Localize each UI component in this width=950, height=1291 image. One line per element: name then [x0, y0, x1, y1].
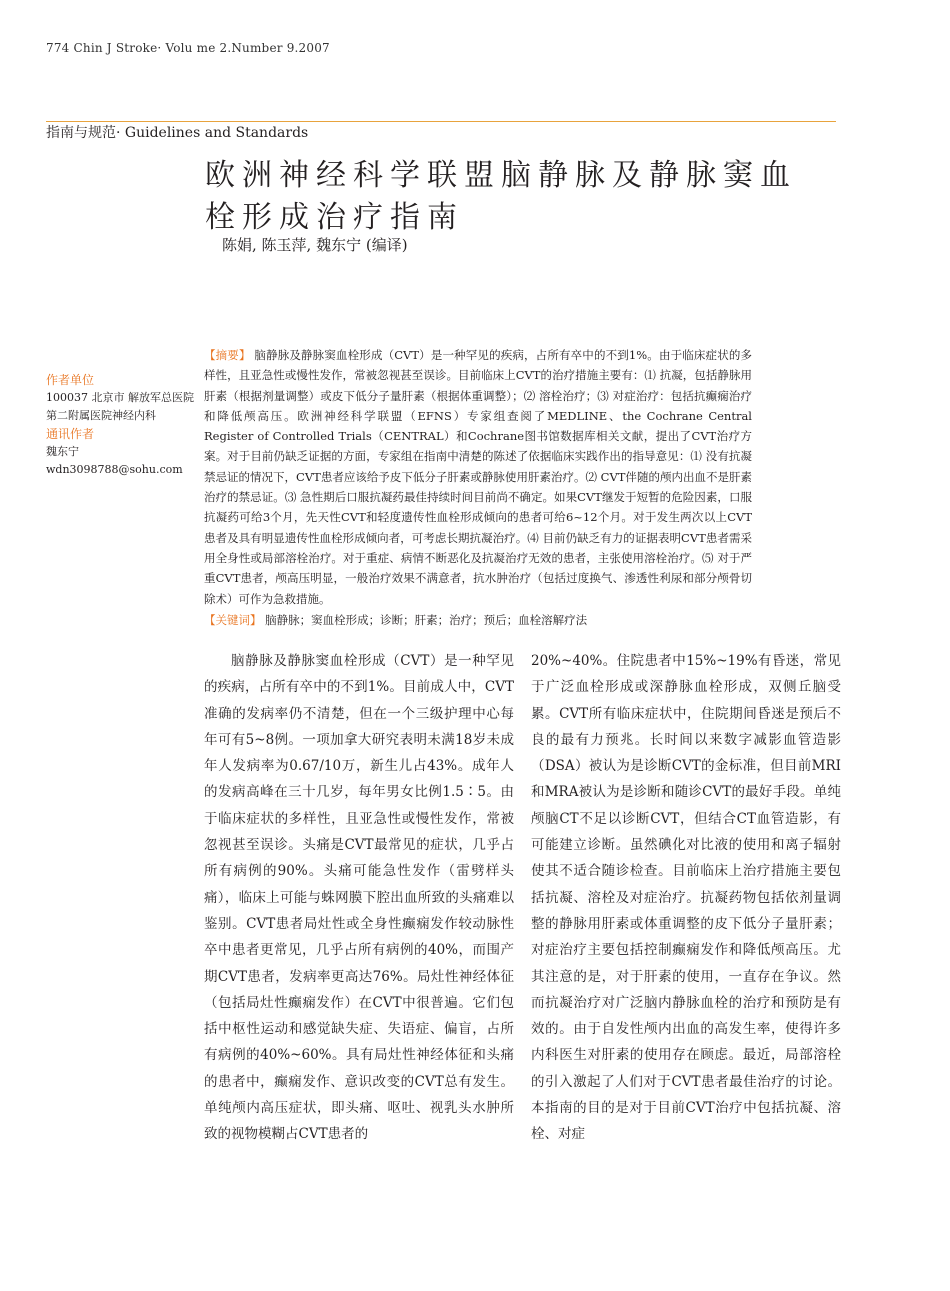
- article-authors: 陈娟, 陈玉萍, 魏东宁 (编译): [222, 236, 408, 254]
- abstract: [204, 345, 752, 609]
- affiliation-text: 100037 北京市 解放军总医院第二附属医院神经内科: [46, 391, 194, 422]
- correspondent-name: 魏东宁: [46, 445, 79, 458]
- correspondent-email: wdn3098788@sohu.com: [46, 463, 183, 476]
- keywords: [204, 610, 752, 630]
- section-label: 指南与规范· Guidelines and Standards: [46, 125, 309, 141]
- keywords-text: 脑静脉；窦血栓形成；诊断；肝素；治疗；预后；血栓溶解疗法: [265, 613, 588, 627]
- article-title: 欧洲神经科学联盟脑静脉及静脉窦血栓形成治疗指南: [205, 158, 797, 235]
- abstract-label: 【摘要】: [204, 348, 251, 362]
- keywords-label: 【关键词】: [204, 613, 262, 627]
- abstract-text: 脑静脉及静脉窦血栓形成（CVT）是一种罕见的疾病，占所有卒中的不到1%。由于临床症状的多样性，且亚急性或慢性发作，常被忽视甚至误诊。目前临床上CVT的治疗措施主要有：⑴ 抗凝，包括静脉用肝素（根据剂量调整）或皮下低分子量肝素（根据体重调整）；⑵ 溶栓治疗；⑶ 对症治疗：包括抗癫痫治疗和降低颅高压。欧洲神经科学联盟（EFNS）专家组查阅了MEDLINE、the Cochrane Central Register of Controlled Trials（CENTRAL）和Cochrane图书馆数据库相关文献，提出了CVT治疗方案。对于目前仍缺乏证据的方面，专家组在指南中清楚的陈述了依据临床实践作出的指导意见：⑴ 没有抗凝禁忌证的情况下，CVT患者应该给予皮下低分子肝素或静脉使用肝素治疗。⑵ CVT伴随的颅内出血不是肝素治疗的禁忌证。⑶ 急性期后口服抗凝药最佳持续时间目前尚不确定。如果CVT继发于短暂的危险因素，口服抗凝药可给3个月，先天性CVT和轻度遗传性血栓形成倾向的患者可给6~12个月。对于发生两次以上CVT患者及具有明显遗传性血栓形成倾向者，可考虑长期抗凝治疗。⑷ 目前仍缺乏有力的证据表明CVT患者需采用全身性或局部溶栓治疗。对于重症、病情不断恶化及抗凝治疗无效的患者，主张使用溶栓治疗。⑸ 对于严重CVT患者，颅高压明显，一般治疗效果不满意者，抗水肿治疗（包括过度换气、渗透性利尿和部分颅骨切除术）可作为急救措施。: [204, 348, 753, 606]
- correspondence-label: 通讯作者: [46, 427, 95, 441]
- author-info-sidebar: [46, 371, 196, 479]
- running-header: 774 Chin J Stroke· Volu me 2.Number 9.2007: [46, 41, 330, 55]
- affiliation-label: 作者单位: [46, 373, 95, 387]
- body-column-right: 20%~40%。住院患者中15%~19%有昏迷，常见于广泛血栓形成或深静脉血栓形成，双侧丘脑受累。CVT所有临床症状中，住院期间昏迷是预后不良的最有力预兆。长时间以来数字减影血管造影（DSA）被认为是诊断CVT的金标准，但目前MRI和MRA被认为是诊断和随诊CVT的最好手段。单纯颅脑CT不足以诊断CVT，但结合CT血管造影，有可能建立诊断。虽然碘化对比液的使用和离子辐射使其不适合随诊检查。目前临床上治疗措施主要包括抗凝、溶栓及对症治疗。抗凝药物包括依剂量调整的静脉用肝素或体重调整的皮下低分子量肝素；对症治疗主要包括控制癫痫发作和降低颅高压。尤其注意的是，对于肝素的使用，一直存在争议。然而抗凝治疗对广泛脑内静脉血栓的治疗和预防是有效的。由于自发性颅内出血的高发生率，使得许多内科医生对肝素的使用存在顾虑。最近，局部溶栓的引入激起了人们对于CVT患者最佳治疗的讨论。本指南的目的是对于目前CVT治疗中包括抗凝、溶栓、对症: [531, 653, 841, 1143]
- body-column-left: 脑静脉及静脉窦血栓形成（CVT）是一种罕见的疾病，占所有卒中的不到1%。目前成人中，CVT准确的发病率仍不清楚，但在一个三级护理中心每年可有5~8例。一项加拿大研究表明未满18岁未成年人发病率为0.67/10万，新生儿占43%。成年人的发病高峰在三十几岁，每年男女比例1.5∶5。由于临床症状的多样性，且亚急性或慢性发作，常被忽视甚至误诊。头痛是CVT最常见的症状，几乎占所有病例的90%。头痛可能急性发作（雷劈样头痛），临床上可能与蛛网膜下腔出血所致的头痛难以鉴别。CVT患者局灶性或全身性癫痫发作较动脉性卒中患者更常见，几乎占所有病例的40%，而围产期CVT患者，发病率更高达76%。局灶性神经体征（包括局灶性癫痫发作）在CVT中很普遍。它们包括中枢性运动和感觉缺失症、失语症、偏盲，占所有病例的40%~60%。具有局灶性神经体征和头痛的患者中，癫痫发作、意识改变的CVT总有发生。单纯颅内高压症状，即头痛、呕吐、视乳头水肿所致的视物模糊占CVT患者的: [204, 653, 514, 1143]
